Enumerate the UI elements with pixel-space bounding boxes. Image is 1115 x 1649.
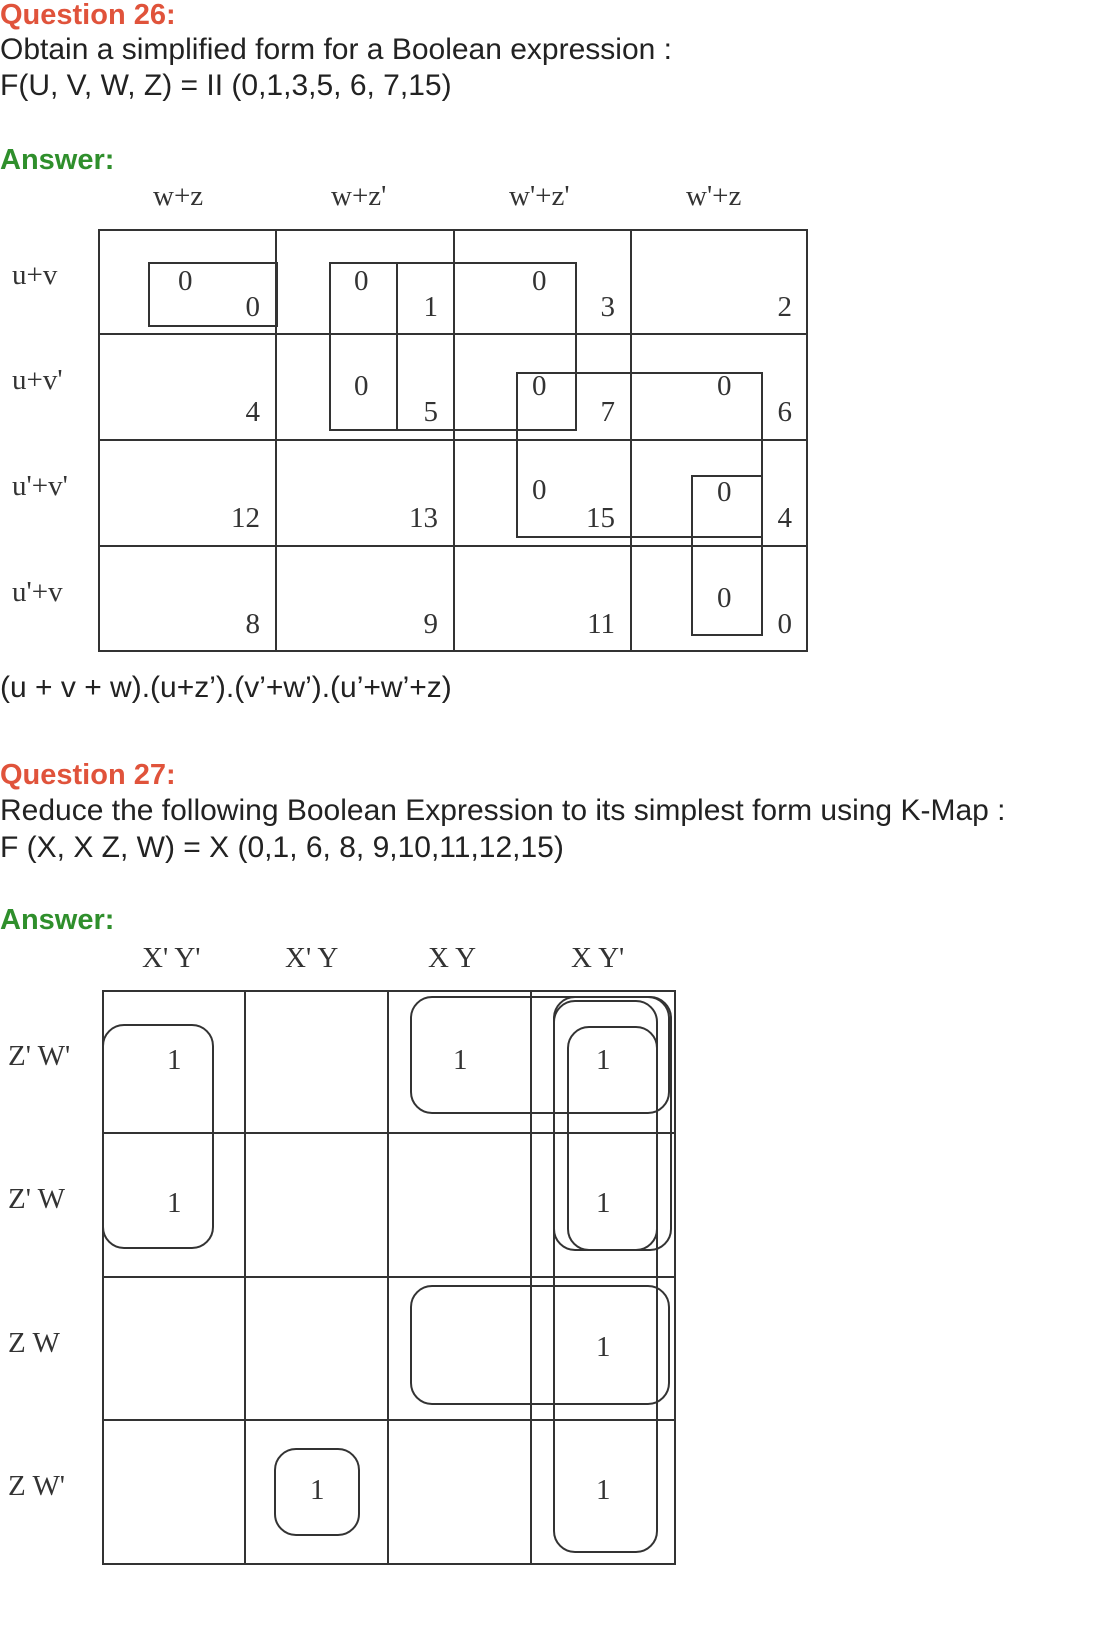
kmap-2-column-header: X Y xyxy=(428,942,477,974)
kmap-1-column-header: w'+z' xyxy=(509,180,570,212)
kmap-1-zero-entry: 0 xyxy=(532,474,547,506)
kmap-1-column-header: w'+z xyxy=(686,180,742,212)
kmap-2-column-header: X' Y xyxy=(285,942,339,974)
kmap-1-zero-entry: 0 xyxy=(717,582,732,614)
kmap-1-column-header: w+z xyxy=(153,180,204,212)
kmap-1-column-header: w+z' xyxy=(331,180,387,212)
question-27-expression: F (X, X Z, W) = X (0,1, 6, 8, 9,10,11,12,15) xyxy=(0,831,564,864)
question-26-answer-heading: Answer: xyxy=(0,144,115,176)
kmap-1-cell-index: 6 xyxy=(777,396,792,428)
kmap-1-row-header: u+v' xyxy=(12,364,63,396)
kmap-1-cell-index: 4 xyxy=(777,502,792,534)
kmap-2-grouping-loop xyxy=(274,1448,360,1536)
question-27-prompt: Reduce the following Boolean Expression to its simplest form using K-Map : xyxy=(0,794,1006,827)
kmap-2-one-entry: 1 xyxy=(596,1187,611,1219)
kmap-1-cell-index: 0 xyxy=(777,608,792,640)
kmap-1-row-header: u'+v xyxy=(12,576,63,608)
kmap-1-cell-index: 9 xyxy=(423,608,438,640)
kmap-1-cell-index: 13 xyxy=(409,502,438,534)
kmap-1-row-header: u+v xyxy=(12,259,58,291)
question-27-answer-heading: Answer: xyxy=(0,904,115,936)
question-26-expression: F(U, V, W, Z) = II (0,1,3,5, 6, 7,15) xyxy=(0,69,452,102)
kmap-2-grouping-loop xyxy=(553,1000,658,1553)
kmap-1-zero-entry: 0 xyxy=(532,370,547,402)
kmap-2-row-header: Z' W xyxy=(8,1183,66,1215)
kmap-1-zero-entry: 0 xyxy=(178,265,193,297)
kmap-2-one-entry: 1 xyxy=(453,1044,468,1076)
question-27-heading: Question 27: xyxy=(0,759,176,791)
kmap-2-one-entry: 1 xyxy=(167,1044,182,1076)
kmap-1-cell-index: 8 xyxy=(245,608,260,640)
kmap-1-cell-index: 7 xyxy=(600,396,615,428)
kmap-2-one-entry: 1 xyxy=(310,1474,325,1506)
kmap-1-cell-index: 3 xyxy=(600,291,615,323)
kmap-2-row-header: Z W xyxy=(8,1327,60,1359)
kmap-2-grouping-loop xyxy=(410,1285,670,1405)
kmap-1-cell-index: 2 xyxy=(777,291,792,323)
kmap-1-cell-index: 1 xyxy=(423,291,438,323)
question-26-heading: Question 26: xyxy=(0,0,176,31)
kmap-2-column-header: X Y' xyxy=(571,942,625,974)
question-26-prompt: Obtain a simplified form for a Boolean expression : xyxy=(0,33,672,66)
kmap-2-one-entry: 1 xyxy=(596,1331,611,1363)
kmap-2-one-entry: 1 xyxy=(596,1474,611,1506)
kmap-1-cell-index: 0 xyxy=(245,291,260,323)
kmap-1-cell-index: 11 xyxy=(587,608,615,640)
kmap-1-zero-entry: 0 xyxy=(717,476,732,508)
kmap-1-zero-entry: 0 xyxy=(354,265,369,297)
kmap-1-row-header: u'+v' xyxy=(12,470,68,502)
kmap-2-one-entry: 1 xyxy=(167,1187,182,1219)
kmap-1-cell-index: 4 xyxy=(245,396,260,428)
kmap-1-zero-entry: 0 xyxy=(717,370,732,402)
kmap-2-row-header: Z W' xyxy=(8,1470,66,1502)
kmap-2-row-header: Z' W' xyxy=(8,1040,71,1072)
kmap-1-grouping-box xyxy=(148,262,278,327)
kmap-1-cell-index: 15 xyxy=(586,502,615,534)
kmap-1-zero-entry: 0 xyxy=(354,370,369,402)
kmap-2-one-entry: 1 xyxy=(596,1044,611,1076)
kmap-1-cell-index: 12 xyxy=(231,502,260,534)
kmap-2-grouping-loop xyxy=(102,1024,214,1249)
kmap-1-grouping-box xyxy=(691,475,763,636)
question-26-result: (u + v + w).(u+z’).(v’+w’).(u’+w’+z) xyxy=(0,671,452,704)
kmap-1-cell-index: 5 xyxy=(423,396,438,428)
kmap-2-column-header: X' Y' xyxy=(142,942,201,974)
kmap-1-zero-entry: 0 xyxy=(532,265,547,297)
